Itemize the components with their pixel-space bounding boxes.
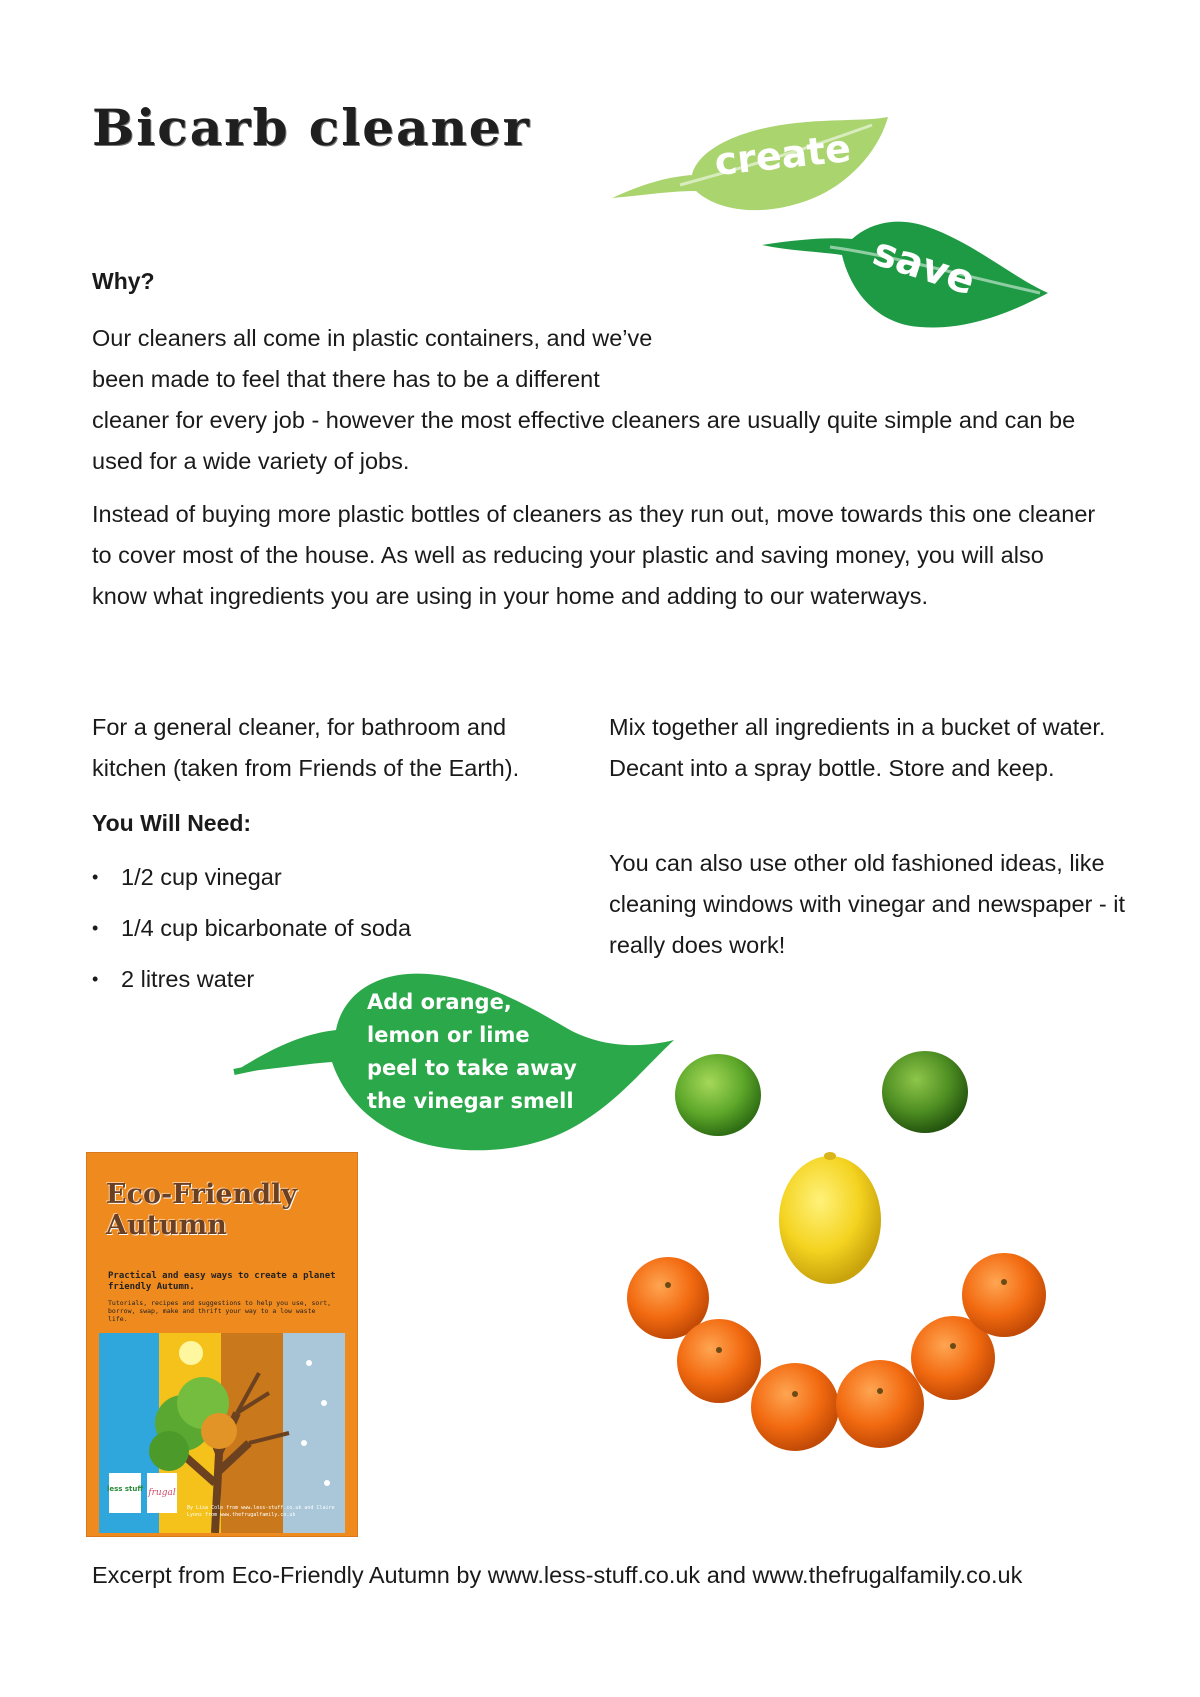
lemon-nose-icon (779, 1152, 881, 1284)
book-cover-subtitle: Practical and easy ways to create a planet friendly Autumn. (108, 1271, 336, 1292)
tip-line: Add orange, (367, 990, 512, 1014)
bullet-icon: • (92, 867, 99, 887)
tip-line: peel to take away (367, 1056, 577, 1080)
why-paragraph-1-line-1: Our cleaners all come in plastic containers, and we’ve (92, 325, 653, 351)
lime-left-eye-icon (675, 1054, 761, 1136)
method-paragraph: Mix together all ingredients in a bucket of water. Decant into a spray bottle. Store and keep. (609, 714, 1106, 781)
footer-excerpt: Excerpt from Eco-Friendly Autumn by www.less-stuff.co.uk and www.thefrugalfamily.co.uk (92, 1562, 1023, 1588)
recipe-intro: For a general cleaner, for bathroom and kitchen (taken from Friends of the Earth). (92, 714, 520, 781)
tip-line: the vinegar smell (367, 1089, 574, 1113)
save-leaf-icon (760, 215, 1050, 335)
citrus-smiley-image (615, 1010, 1060, 1490)
create-leaf-icon (610, 115, 890, 220)
book-cover-image (86, 1152, 358, 1537)
tip-leaf-icon (232, 968, 677, 1158)
why-paragraph-1 (92, 318, 1102, 482)
why-paragraph-1-line-2: been made to feel that there has to be a different (92, 366, 600, 392)
ingredient-text: 1/2 cup vinegar (121, 864, 282, 890)
book-title-line-1: Eco-Friendly (106, 1179, 298, 1210)
why-paragraph-1-rest: cleaner for every job - however the most effective cleaners are usually quite simple and can be used for a wide variety of jobs. (92, 407, 1076, 474)
lime-right-eye-icon (882, 1051, 968, 1133)
book-title-line-2: Autumn (106, 1210, 227, 1241)
create-leaf-label: create (712, 126, 853, 185)
ingredient-text: 2 litres water (121, 966, 255, 992)
tip-line: lemon or lime (367, 1023, 530, 1047)
book-cover-title (106, 1179, 297, 1241)
book-cover-credit: By Lisa Cole from www.less-stuff.co.uk and Claire Lyons from www.thefrugalfamily.co.uk (187, 1505, 335, 1518)
extra-tip-paragraph: You can also use other old fashioned ideas, like cleaning windows with vinegar and newspaper - it really does work! (609, 850, 1125, 958)
why-heading: Why? (92, 268, 155, 294)
book-cover-blurb: Tutorials, recipes and suggestions to help you use, sort, borrow, swap, make and thrift your way to a low waste life. (108, 1299, 332, 1323)
ingredient-item (92, 903, 411, 954)
you-will-need-heading: You Will Need: (92, 810, 252, 836)
ingredient-item (92, 852, 411, 903)
bullet-icon: • (92, 969, 99, 989)
less-stuff-logo: less stuff (106, 1485, 144, 1493)
save-leaf-label: save (867, 228, 981, 305)
ingredient-text: 1/4 cup bicarbonate of soda (121, 915, 412, 941)
why-paragraph-2: Instead of buying more plastic bottles of cleaners as they run out, move towards this one cleaner to cover most of the house. As well as reducing your plastic and saving money, you will also know what ingredients you are using in your home and adding to our waterways. (92, 501, 1096, 609)
four-seasons-tree-icon (99, 1333, 345, 1533)
bullet-icon: • (92, 918, 99, 938)
frugal-family-logo: frugal (148, 1488, 176, 1498)
page-title: Bicarb cleaner (92, 98, 531, 157)
